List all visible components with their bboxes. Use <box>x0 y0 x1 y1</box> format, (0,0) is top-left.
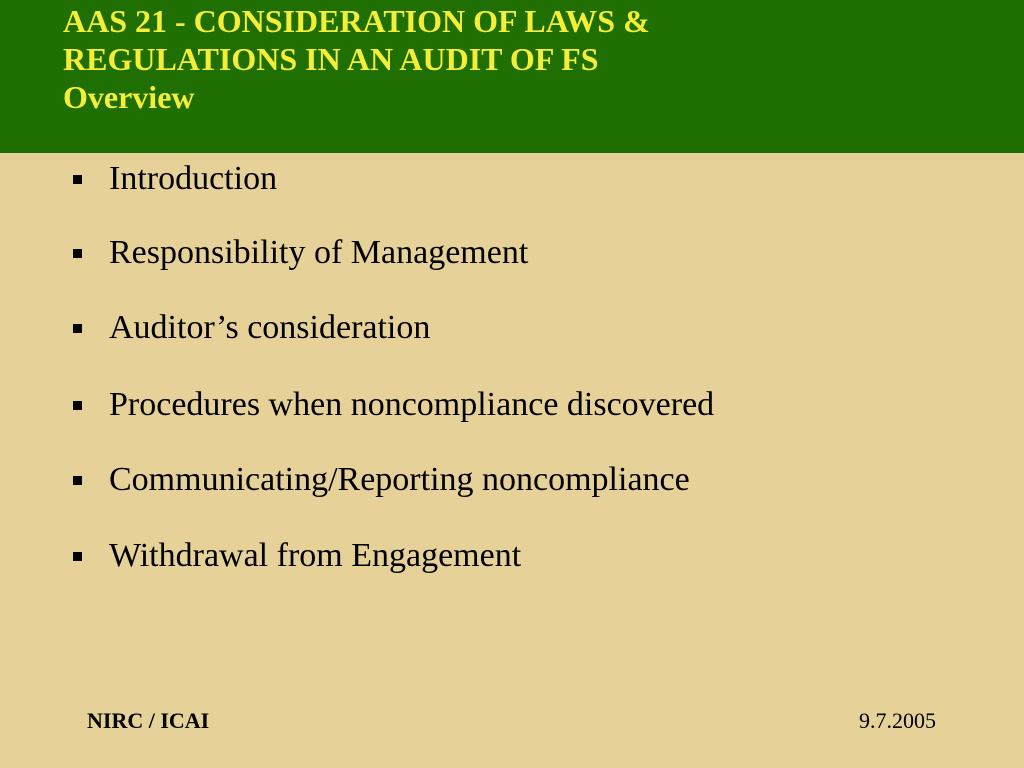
bullet-text: Auditor’s consideration <box>109 309 431 346</box>
bullet-text: Communicating/Reporting noncompliance <box>109 461 690 498</box>
square-bullet-icon <box>73 476 82 485</box>
square-bullet-icon <box>73 324 82 333</box>
square-bullet-icon <box>73 249 82 258</box>
footer-organization: NIRC / ICAI <box>87 708 210 733</box>
footer-date: 9.7.2005 <box>859 708 936 733</box>
title-line-1: AAS 21 - CONSIDERATION OF LAWS & <box>63 3 650 39</box>
bullet-text: Introduction <box>109 160 278 197</box>
square-bullet-icon <box>73 401 82 410</box>
title-line-3: Overview <box>63 79 195 115</box>
bullet-text: Responsibility of Management <box>109 234 529 271</box>
bullet-text: Withdrawal from Engagement <box>109 537 522 574</box>
square-bullet-icon <box>73 175 82 184</box>
slide-header <box>0 0 1024 153</box>
bullet-text: Procedures when noncompliance discovered <box>109 386 715 423</box>
square-bullet-icon <box>73 552 82 561</box>
slide-title <box>63 2 963 116</box>
title-line-2: REGULATIONS IN AN AUDIT OF FS <box>63 41 599 77</box>
